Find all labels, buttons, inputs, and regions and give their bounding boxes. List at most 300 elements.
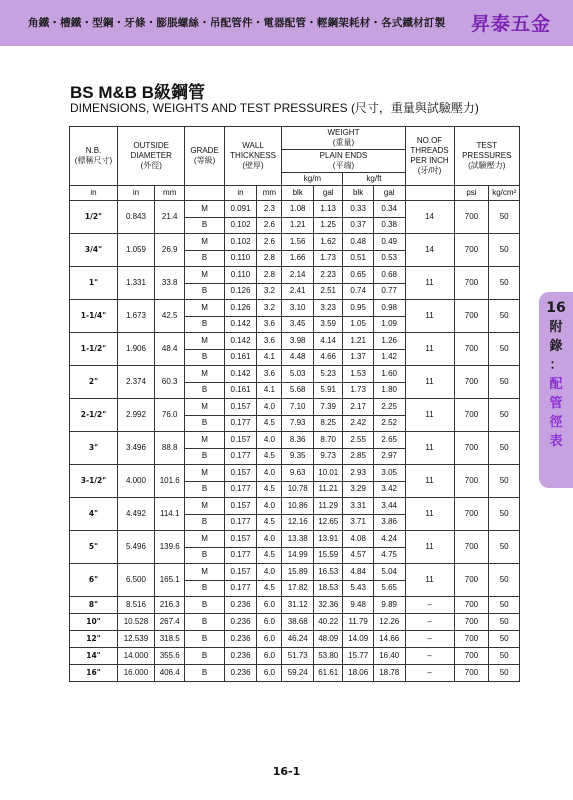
kgft-gal-cell: 4.75 (373, 547, 405, 564)
kgft-gal-cell: 1.42 (373, 349, 405, 366)
wall-mm-cell: 4.5 (257, 481, 282, 498)
table-row (70, 366, 520, 383)
section-tab (539, 292, 573, 488)
wall-in-cell: 0.177 (224, 415, 257, 432)
wall-mm-cell: 4.0 (257, 564, 282, 581)
kgcm2-cell: 50 (489, 300, 520, 333)
od-mm-cell: 88.8 (154, 432, 185, 465)
unit-cell: psi (454, 186, 489, 201)
section-label (539, 318, 573, 451)
kgcm2-cell: 50 (489, 531, 520, 564)
kgm-gal-cell: 13.91 (314, 531, 343, 548)
grade-cell: B (185, 316, 224, 333)
kgm-gal-cell: 16.53 (314, 564, 343, 581)
kgcm2-cell: 50 (489, 614, 520, 631)
od-mm-cell: 76.0 (154, 399, 185, 432)
grade-cell: M (185, 201, 224, 218)
table-row (70, 564, 520, 581)
grade-cell: B (185, 349, 224, 366)
nominal-size-cell: 16" (70, 665, 118, 682)
od-in-cell: 5.496 (117, 531, 154, 564)
unit-cell: mm (154, 186, 185, 201)
kgft-blk-cell: 0.74 (343, 283, 374, 300)
col-header-wall-thickness: WALL THICKNESS (壁厚) (224, 127, 282, 186)
col-header-kg-per-m: kg/m (282, 173, 343, 186)
od-mm-cell: 48.4 (154, 333, 185, 366)
wall-mm-cell: 4.5 (257, 448, 282, 465)
unit-cell: kg/cm² (489, 186, 520, 201)
nominal-size-cell: 1/2" (70, 201, 118, 234)
wall-in-cell: 0.102 (224, 217, 257, 234)
threads-cell: 11 (405, 399, 454, 432)
grade-cell: M (185, 498, 224, 515)
kgm-blk-cell: 51.73 (282, 648, 314, 665)
wall-mm-cell: 3.2 (257, 283, 282, 300)
wall-in-cell: 0.110 (224, 267, 257, 284)
threads-cell: – (405, 631, 454, 648)
wall-mm-cell: 4.1 (257, 382, 282, 399)
kgm-gal-cell: 8.70 (314, 432, 343, 449)
kgft-blk-cell: 4.57 (343, 547, 374, 564)
kgcm2-cell: 50 (489, 564, 520, 597)
kgft-gal-cell: 4.24 (373, 531, 405, 548)
wall-in-cell: 0.091 (224, 201, 257, 218)
grade-cell: B (185, 580, 224, 597)
kgft-blk-cell: 14.09 (343, 631, 374, 648)
threads-cell: – (405, 614, 454, 631)
od-mm-cell: 42.5 (154, 300, 185, 333)
kgm-blk-cell: 13.38 (282, 531, 314, 548)
kgm-blk-cell: 2.41 (282, 283, 314, 300)
threads-cell: 11 (405, 300, 454, 333)
nominal-size-cell: 12" (70, 631, 118, 648)
kgm-gal-cell: 9.73 (314, 448, 343, 465)
units-row (70, 186, 520, 201)
kgcm2-cell: 50 (489, 597, 520, 614)
kgft-blk-cell: 1.21 (343, 333, 374, 350)
kgm-blk-cell: 14.99 (282, 547, 314, 564)
kgft-blk-cell: 11.79 (343, 614, 374, 631)
kgft-blk-cell: 2.55 (343, 432, 374, 449)
grade-cell: B (185, 665, 224, 682)
od-mm-cell: 101.6 (154, 465, 185, 498)
nominal-size-cell: 3" (70, 432, 118, 465)
nominal-size-cell: 3/4" (70, 234, 118, 267)
section-char: 配 (549, 377, 563, 392)
kgm-blk-cell: 5.68 (282, 382, 314, 399)
table-row (70, 648, 520, 665)
wall-in-cell: 0.236 (224, 665, 257, 682)
table-body (70, 201, 520, 682)
kgm-blk-cell: 1.21 (282, 217, 314, 234)
kgft-blk-cell: 2.93 (343, 465, 374, 482)
wall-mm-cell: 4.1 (257, 349, 282, 366)
wall-in-cell: 0.157 (224, 564, 257, 581)
wall-mm-cell: 3.6 (257, 316, 282, 333)
wall-mm-cell: 2.8 (257, 267, 282, 284)
kgft-blk-cell: 3.71 (343, 514, 374, 531)
threads-cell: 11 (405, 267, 454, 300)
kgcm2-cell: 50 (489, 399, 520, 432)
col-header-kg-per-ft: kg/ft (343, 173, 405, 186)
kgcm2-cell: 50 (489, 665, 520, 682)
wall-in-cell: 0.157 (224, 399, 257, 416)
kgft-blk-cell: 1.37 (343, 349, 374, 366)
wall-mm-cell: 4.0 (257, 498, 282, 515)
nominal-size-cell: 10" (70, 614, 118, 631)
psi-cell: 700 (454, 267, 489, 300)
od-in-cell: 1.673 (117, 300, 154, 333)
wall-in-cell: 0.157 (224, 465, 257, 482)
section-number: 16 (546, 300, 566, 316)
kgm-blk-cell: 10.78 (282, 481, 314, 498)
kgcm2-cell: 50 (489, 432, 520, 465)
unit-cell (405, 186, 454, 201)
kgm-blk-cell: 15.89 (282, 564, 314, 581)
top-banner (0, 0, 573, 46)
table-row (70, 631, 520, 648)
kgm-blk-cell: 3.98 (282, 333, 314, 350)
wall-in-cell: 0.161 (224, 349, 257, 366)
kgft-blk-cell: 0.33 (343, 201, 374, 218)
unit-cell: blk (282, 186, 314, 201)
kgm-blk-cell: 7.93 (282, 415, 314, 432)
wall-mm-cell: 6.0 (257, 631, 282, 648)
wall-mm-cell: 4.0 (257, 432, 282, 449)
od-in-cell: 10.528 (117, 614, 154, 631)
table-row (70, 300, 520, 317)
unit-cell (185, 186, 224, 201)
kgft-blk-cell: 1.05 (343, 316, 374, 333)
od-mm-cell: 165.1 (154, 564, 185, 597)
threads-cell: 11 (405, 333, 454, 366)
kgcm2-cell: 50 (489, 631, 520, 648)
grade-cell: M (185, 333, 224, 350)
kgft-blk-cell: 2.42 (343, 415, 374, 432)
kgm-gal-cell: 8.25 (314, 415, 343, 432)
kgft-gal-cell: 1.09 (373, 316, 405, 333)
grade-cell: B (185, 283, 224, 300)
od-mm-cell: 33.8 (154, 267, 185, 300)
grade-cell: B (185, 382, 224, 399)
psi-cell: 700 (454, 465, 489, 498)
grade-cell: M (185, 267, 224, 284)
grade-cell: M (185, 465, 224, 482)
threads-cell: – (405, 648, 454, 665)
grade-cell: B (185, 648, 224, 665)
kgft-gal-cell: 2.97 (373, 448, 405, 465)
kgft-gal-cell: 0.68 (373, 267, 405, 284)
table-row (70, 665, 520, 682)
wall-mm-cell: 4.0 (257, 399, 282, 416)
od-mm-cell: 21.4 (154, 201, 185, 234)
wall-mm-cell: 2.6 (257, 217, 282, 234)
unit-cell: in (117, 186, 154, 201)
col-header-grade: GRADE (等級) (185, 127, 224, 186)
col-header-test-pressures: TEST PRESSURES (試驗壓力) (454, 127, 519, 186)
product-categories: 角鐵・槽鐵・型鋼・牙條・膨脹螺絲・吊配管件・電器配管・輕鋼架耗材・各式鐵材訂製 (28, 17, 446, 29)
od-mm-cell: 267.4 (154, 614, 185, 631)
threads-cell: 11 (405, 465, 454, 498)
kgm-gal-cell: 11.21 (314, 481, 343, 498)
kgm-gal-cell: 5.23 (314, 366, 343, 383)
nominal-size-cell: 1-1/4" (70, 300, 118, 333)
unit-cell: blk (343, 186, 374, 201)
kgft-gal-cell: 5.65 (373, 580, 405, 597)
table-row (70, 201, 520, 218)
table-row (70, 399, 520, 416)
kgm-gal-cell: 18.53 (314, 580, 343, 597)
kgm-blk-cell: 59.24 (282, 665, 314, 682)
kgft-blk-cell: 0.48 (343, 234, 374, 251)
kgm-blk-cell: 4.48 (282, 349, 314, 366)
table-row (70, 333, 520, 350)
kgft-gal-cell: 16.40 (373, 648, 405, 665)
table-row (70, 614, 520, 631)
wall-in-cell: 0.177 (224, 580, 257, 597)
od-in-cell: 8.516 (117, 597, 154, 614)
col-header-nb: N.B. (標稱尺寸) (70, 127, 118, 186)
pipe-spec-table (69, 126, 520, 682)
od-mm-cell: 406.4 (154, 665, 185, 682)
kgm-gal-cell: 1.62 (314, 234, 343, 251)
nominal-size-cell: 8" (70, 597, 118, 614)
kgm-gal-cell: 3.59 (314, 316, 343, 333)
kgft-gal-cell: 2.65 (373, 432, 405, 449)
kgm-gal-cell: 1.25 (314, 217, 343, 234)
kgcm2-cell: 50 (489, 648, 520, 665)
grade-cell: M (185, 234, 224, 251)
kgft-blk-cell: 4.08 (343, 531, 374, 548)
kgft-blk-cell: 1.73 (343, 382, 374, 399)
kgft-blk-cell: 3.29 (343, 481, 374, 498)
kgm-blk-cell: 7.10 (282, 399, 314, 416)
nominal-size-cell: 14" (70, 648, 118, 665)
psi-cell: 700 (454, 300, 489, 333)
kgft-blk-cell: 0.65 (343, 267, 374, 284)
wall-in-cell: 0.126 (224, 300, 257, 317)
kgft-gal-cell: 14.66 (373, 631, 405, 648)
grade-cell: B (185, 614, 224, 631)
grade-cell: B (185, 631, 224, 648)
table-row (70, 267, 520, 284)
wall-in-cell: 0.177 (224, 514, 257, 531)
kgft-gal-cell: 12.26 (373, 614, 405, 631)
od-in-cell: 12.539 (117, 631, 154, 648)
col-header-plain-ends: PLAIN ENDS (平端) (282, 150, 405, 173)
wall-mm-cell: 6.0 (257, 614, 282, 631)
kgcm2-cell: 50 (489, 201, 520, 234)
kgm-gal-cell: 4.66 (314, 349, 343, 366)
kgm-gal-cell: 61.61 (314, 665, 343, 682)
threads-cell: 14 (405, 234, 454, 267)
kgcm2-cell: 50 (489, 465, 520, 498)
wall-in-cell: 0.177 (224, 481, 257, 498)
wall-mm-cell: 4.0 (257, 531, 282, 548)
kgft-blk-cell: 2.17 (343, 399, 374, 416)
nominal-size-cell: 2" (70, 366, 118, 399)
wall-mm-cell: 6.0 (257, 665, 282, 682)
kgft-blk-cell: 4.84 (343, 564, 374, 581)
kgm-blk-cell: 1.08 (282, 201, 314, 218)
od-in-cell: 3.496 (117, 432, 154, 465)
kgft-blk-cell: 0.95 (343, 300, 374, 317)
wall-in-cell: 0.157 (224, 531, 257, 548)
od-mm-cell: 26.9 (154, 234, 185, 267)
psi-cell: 700 (454, 564, 489, 597)
od-mm-cell: 139.6 (154, 531, 185, 564)
page-subtitle: DIMENSIONS, WEIGHTS AND TEST PRESSURES (尺寸，重量與試驗壓力) (70, 101, 479, 115)
od-mm-cell: 114.1 (154, 498, 185, 531)
kgft-gal-cell: 0.49 (373, 234, 405, 251)
threads-cell: 14 (405, 201, 454, 234)
wall-in-cell: 0.157 (224, 432, 257, 449)
wall-in-cell: 0.236 (224, 614, 257, 631)
wall-mm-cell: 6.0 (257, 597, 282, 614)
threads-cell: 11 (405, 366, 454, 399)
kgm-gal-cell: 10.01 (314, 465, 343, 482)
kgm-blk-cell: 12.16 (282, 514, 314, 531)
grade-cell: B (185, 481, 224, 498)
kgm-gal-cell: 1.13 (314, 201, 343, 218)
wall-in-cell: 0.142 (224, 333, 257, 350)
unit-cell: in (70, 186, 118, 201)
table-row (70, 465, 520, 482)
kgm-gal-cell: 7.39 (314, 399, 343, 416)
od-in-cell: 1.331 (117, 267, 154, 300)
kgm-blk-cell: 1.56 (282, 234, 314, 251)
wall-mm-cell: 2.8 (257, 250, 282, 267)
kgft-gal-cell: 3.42 (373, 481, 405, 498)
od-in-cell: 4.000 (117, 465, 154, 498)
kgm-gal-cell: 40.22 (314, 614, 343, 631)
grade-cell: B (185, 415, 224, 432)
wall-in-cell: 0.177 (224, 547, 257, 564)
kgft-blk-cell: 18.06 (343, 665, 374, 682)
table-row (70, 498, 520, 515)
grade-cell: M (185, 564, 224, 581)
kgm-gal-cell: 15.59 (314, 547, 343, 564)
grade-cell: B (185, 514, 224, 531)
od-mm-cell: 318.5 (154, 631, 185, 648)
kgft-gal-cell: 3.86 (373, 514, 405, 531)
psi-cell: 700 (454, 665, 489, 682)
kgft-gal-cell: 2.25 (373, 399, 405, 416)
psi-cell: 700 (454, 631, 489, 648)
kgm-gal-cell: 4.14 (314, 333, 343, 350)
psi-cell: 700 (454, 234, 489, 267)
kgft-blk-cell: 2.85 (343, 448, 374, 465)
kgm-gal-cell: 2.51 (314, 283, 343, 300)
kgcm2-cell: 50 (489, 267, 520, 300)
threads-cell: 11 (405, 531, 454, 564)
kgm-gal-cell: 5.91 (314, 382, 343, 399)
kgm-gal-cell: 48.09 (314, 631, 343, 648)
psi-cell: 700 (454, 333, 489, 366)
grade-cell: M (185, 366, 224, 383)
kgft-gal-cell: 1.60 (373, 366, 405, 383)
wall-mm-cell: 3.2 (257, 300, 282, 317)
kgm-blk-cell: 10.86 (282, 498, 314, 515)
kgft-gal-cell: 1.80 (373, 382, 405, 399)
psi-cell: 700 (454, 201, 489, 234)
kgm-gal-cell: 12.65 (314, 514, 343, 531)
kgm-blk-cell: 8.36 (282, 432, 314, 449)
nominal-size-cell: 1-1/2" (70, 333, 118, 366)
grade-cell: B (185, 448, 224, 465)
wall-mm-cell: 4.5 (257, 547, 282, 564)
unit-cell: gal (314, 186, 343, 201)
od-in-cell: 2.992 (117, 399, 154, 432)
grade-cell: B (185, 217, 224, 234)
kgft-blk-cell: 15.77 (343, 648, 374, 665)
unit-cell: gal (373, 186, 405, 201)
kgft-gal-cell: 0.53 (373, 250, 405, 267)
nominal-size-cell: 1" (70, 267, 118, 300)
kgm-blk-cell: 3.10 (282, 300, 314, 317)
wall-in-cell: 0.142 (224, 316, 257, 333)
col-header-weight: WEIGHT (重量) (282, 127, 405, 150)
wall-in-cell: 0.177 (224, 448, 257, 465)
kgcm2-cell: 50 (489, 234, 520, 267)
threads-cell: 11 (405, 498, 454, 531)
wall-in-cell: 0.102 (224, 234, 257, 251)
kgft-blk-cell: 3.31 (343, 498, 374, 515)
psi-cell: 700 (454, 531, 489, 564)
kgft-gal-cell: 3.05 (373, 465, 405, 482)
table-row (70, 234, 520, 251)
wall-in-cell: 0.161 (224, 382, 257, 399)
kgm-blk-cell: 9.35 (282, 448, 314, 465)
kgm-gal-cell: 2.23 (314, 267, 343, 284)
kgm-blk-cell: 5.03 (282, 366, 314, 383)
nominal-size-cell: 3-1/2" (70, 465, 118, 498)
kgft-blk-cell: 1.53 (343, 366, 374, 383)
kgft-blk-cell: 0.51 (343, 250, 374, 267)
threads-cell: 11 (405, 432, 454, 465)
kgm-blk-cell: 3.45 (282, 316, 314, 333)
kgm-blk-cell: 17.82 (282, 580, 314, 597)
psi-cell: 700 (454, 432, 489, 465)
od-mm-cell: 216.3 (154, 597, 185, 614)
psi-cell: 700 (454, 597, 489, 614)
kgcm2-cell: 50 (489, 366, 520, 399)
nominal-size-cell: 5" (70, 531, 118, 564)
psi-cell: 700 (454, 366, 489, 399)
table-row (70, 531, 520, 548)
wall-mm-cell: 4.0 (257, 465, 282, 482)
kgm-gal-cell: 3.23 (314, 300, 343, 317)
kgm-blk-cell: 38.68 (282, 614, 314, 631)
kgm-blk-cell: 31.12 (282, 597, 314, 614)
grade-cell: B (185, 547, 224, 564)
threads-cell: – (405, 597, 454, 614)
kgft-gal-cell: 2.52 (373, 415, 405, 432)
nominal-size-cell: 4" (70, 498, 118, 531)
page-title: BS M&B B級鋼管 (70, 83, 206, 102)
kgft-blk-cell: 9.48 (343, 597, 374, 614)
kgft-gal-cell: 5.04 (373, 564, 405, 581)
col-header-outside-diameter: OUTSIDE DIAMETER (外徑) (117, 127, 185, 186)
od-in-cell: 1.059 (117, 234, 154, 267)
wall-mm-cell: 2.3 (257, 201, 282, 218)
section-char: 管 (549, 396, 563, 411)
unit-cell: mm (257, 186, 282, 201)
wall-mm-cell: 4.5 (257, 415, 282, 432)
kgm-gal-cell: 11.29 (314, 498, 343, 515)
od-in-cell: 4.492 (117, 498, 154, 531)
section-char: 表 (549, 434, 563, 449)
